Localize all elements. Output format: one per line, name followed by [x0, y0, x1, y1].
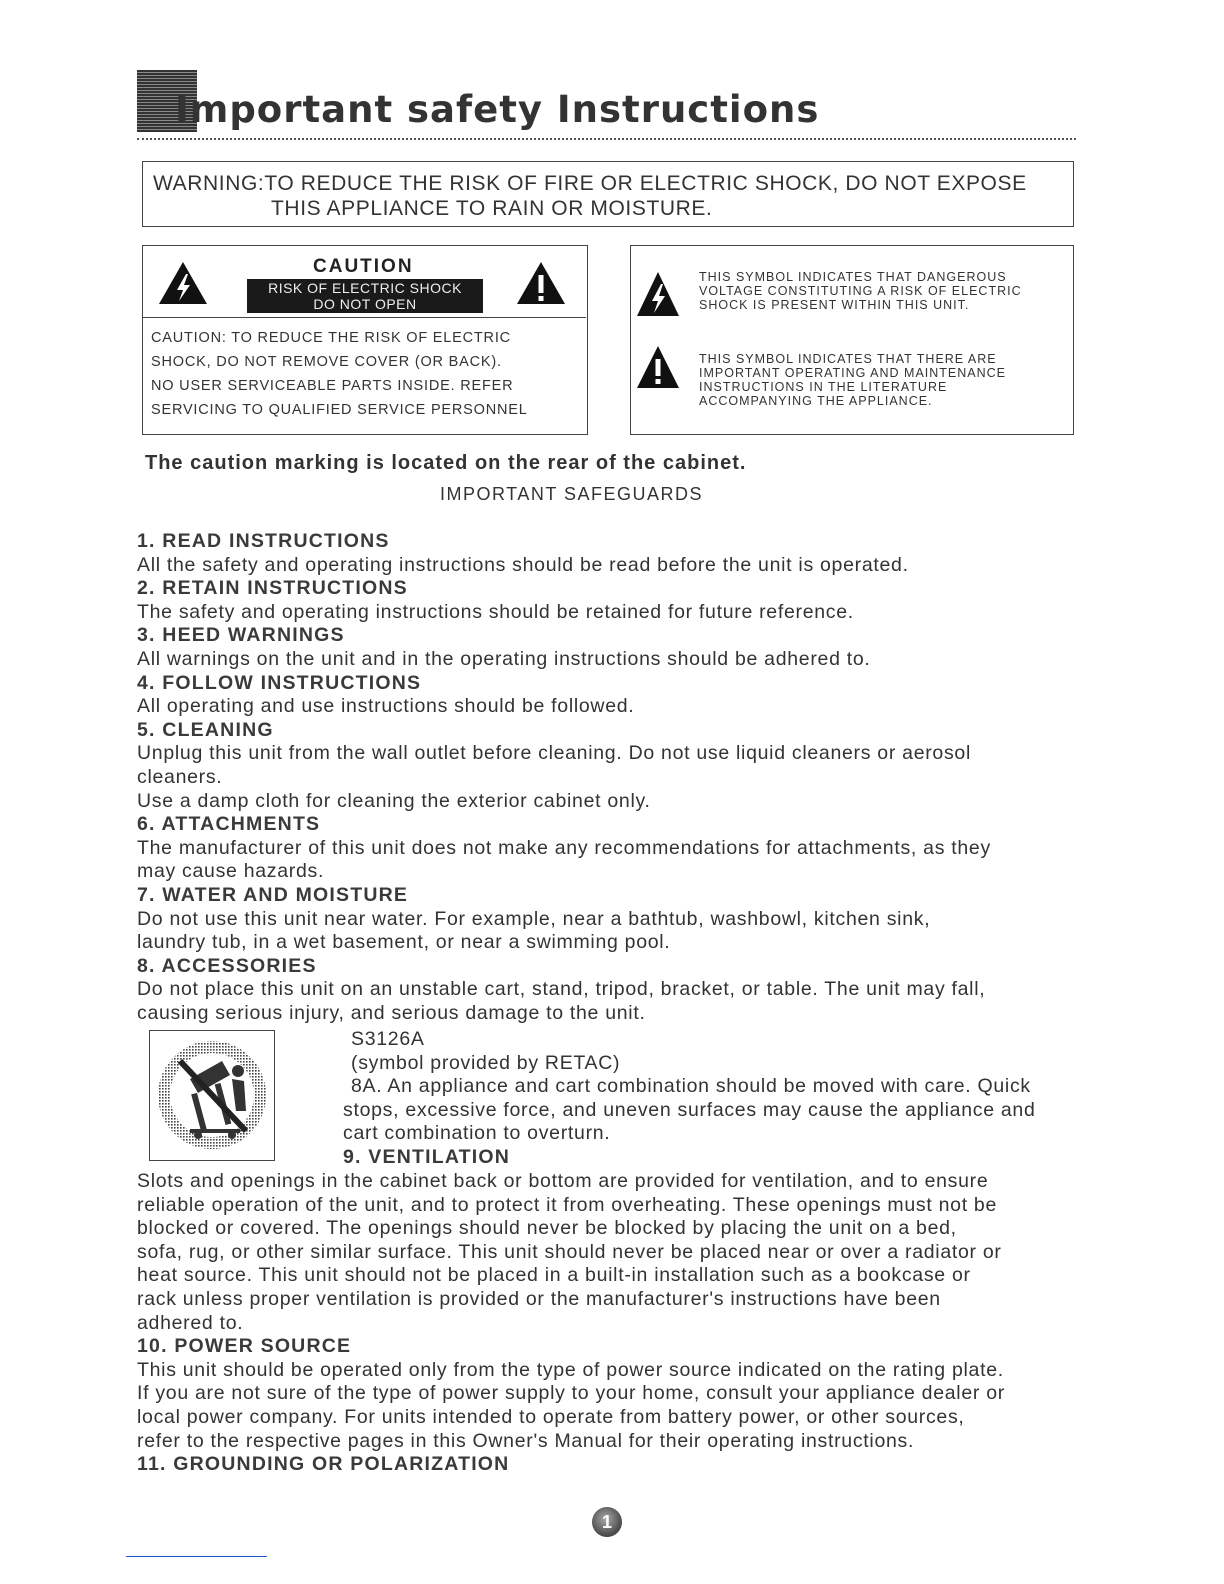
warning-line-1: WARNING:TO REDUCE THE RISK OF FIRE OR ELECTRIC SHOCK, DO NOT EXPOSE	[153, 172, 1027, 195]
exclamation-symbol-text	[699, 352, 1006, 408]
section-heading: 9. VENTILATION	[343, 1145, 511, 1168]
section-paragraph-line: laundry tub, in a wet basement, or near a swimming pool.	[137, 931, 671, 954]
section-paragraph-line: adhered to.	[137, 1311, 244, 1334]
caution-marking-note: The caution marking is located on the rear of the cabinet.	[145, 452, 747, 474]
caution-body-line: SHOCK, DO NOT REMOVE COVER (OR BACK).	[151, 354, 502, 370]
section-paragraph-line: All warnings on the unit and in the operating instructions should be adhered to.	[137, 647, 871, 670]
section-heading: 10. POWER SOURCE	[137, 1335, 352, 1358]
section-heading: 4. FOLLOW INSTRUCTIONS	[137, 671, 422, 694]
section-paragraph-line: S3126A	[351, 1028, 425, 1050]
section-paragraph-line: The manufacturer of this unit does not make any recommendations for attachments, as they	[137, 836, 991, 859]
section-paragraph-line: Do not use this unit near water. For example, near a bathtub, washbowl, kitchen sink,	[137, 907, 931, 930]
section-paragraph-line: Unplug this unit from the wall outlet before cleaning. Do not use liquid cleaners or aerosol	[137, 742, 972, 765]
exclamation-symbol-line: ACCOMPANYING THE APPLIANCE.	[699, 394, 933, 408]
section-paragraph-line: causing serious injury, and serious damage to the unit.	[137, 1001, 646, 1024]
exclamation-symbol-line: INSTRUCTIONS IN THE LITERATURE	[699, 380, 948, 394]
caution-box	[142, 245, 588, 435]
warning-line-2: THIS APPLIANCE TO RAIN OR MOISTURE.	[271, 197, 713, 220]
caution-title: CAUTION	[313, 256, 414, 277]
lightning-symbol-line: SHOCK IS PRESENT WITHIN THIS UNIT.	[699, 298, 970, 312]
cart-tip-over-icon	[150, 1031, 274, 1160]
section-paragraph-line: local power company. For units intended to operate from battery power, or other sources,	[137, 1405, 965, 1428]
caution-banner-line-2: DO NOT OPEN	[313, 296, 417, 312]
section-paragraph-line: heat source. This unit should not be placed in a built-in installation such as a bookcase or	[137, 1264, 971, 1287]
section-heading: 3. HEED WARNINGS	[137, 624, 345, 647]
safeguards-heading: IMPORTANT SAFEGUARDS	[440, 484, 704, 504]
section-paragraph-line: If you are not sure of the type of power supply to your home, consult your appliance dealer or	[137, 1382, 1005, 1405]
section-paragraph-line: cleaners.	[137, 765, 223, 788]
section-heading: 8. ACCESSORIES	[137, 954, 317, 977]
footer-rule	[126, 1556, 267, 1557]
warning-box	[142, 161, 1074, 227]
caution-header	[143, 246, 586, 318]
section-paragraph-line: refer to the respective pages in this Owner's Manual for their operating instructions.	[137, 1429, 915, 1452]
section-heading: 5. CLEANING	[137, 718, 274, 741]
safeguards-list-top	[137, 530, 991, 1025]
lightning-symbol-line: VOLTAGE CONSTITUTING A RISK OF ELECTRIC	[699, 284, 1022, 298]
exclamation-symbol-line: IMPORTANT OPERATING AND MAINTENANCE	[699, 366, 1007, 380]
exclamation-warning-icon	[635, 344, 681, 390]
section-paragraph-line: All operating and use instructions should be followed.	[137, 695, 635, 718]
safeguards-list-bottom	[137, 1170, 1005, 1477]
title-divider	[137, 138, 1076, 140]
section-paragraph-line: Use a damp cloth for cleaning the exterior cabinet only.	[137, 789, 651, 812]
section-paragraph-line: This unit should be operated only from the type of power source indicated on the rating plate.	[137, 1358, 1004, 1381]
lightning-symbol-text	[699, 270, 1022, 312]
section-paragraph-line: stops, excessive force, and uneven surfaces may cause the appliance and	[343, 1098, 1036, 1121]
section-paragraph-line: Slots and openings in the cabinet back or bottom are provided for ventilation, and to ensure	[137, 1170, 989, 1192]
caution-body-line: SERVICING TO QUALIFIED SERVICE PERSONNEL	[151, 402, 528, 418]
cart-section-text	[343, 1028, 1036, 1170]
section-paragraph-line: (symbol provided by RETAC)	[351, 1051, 621, 1074]
section-paragraph-line: blocked or covered. The openings should never be blocked by placing the unit on a bed,	[137, 1217, 957, 1240]
lightning-warning-icon	[157, 260, 209, 306]
section-paragraph-line: 8A. An appliance and cart combination should be moved with care. Quick	[351, 1075, 1031, 1098]
section-heading: 6. ATTACHMENTS	[137, 813, 321, 836]
lightning-warning-icon	[635, 270, 681, 318]
caution-banner	[247, 279, 483, 313]
section-paragraph-line: Do not place this unit on an unstable cart, stand, tripod, bracket, or table. The unit may fall,	[137, 978, 986, 1001]
lightning-symbol-line: THIS SYMBOL INDICATES THAT DANGEROUS	[699, 270, 1007, 284]
section-paragraph-line: The safety and operating instructions should be retained for future reference.	[137, 600, 854, 623]
section-paragraph-line: reliable operation of the unit, and to protect it from overheating. These openings must not be	[137, 1193, 998, 1216]
caution-body-line: NO USER SERVICEABLE PARTS INSIDE. REFER	[151, 378, 514, 394]
section-paragraph-line: cart combination to overturn.	[343, 1122, 611, 1145]
section-heading: 2. RETAIN INSTRUCTIONS	[137, 577, 408, 600]
section-paragraph-line: rack unless proper ventilation is provided or the manufacturer's instructions have been	[137, 1287, 941, 1310]
section-heading: 1. READ INSTRUCTIONS	[137, 530, 390, 552]
exclamation-warning-icon	[515, 260, 567, 306]
section-heading: 11. GROUNDING OR POLARIZATION	[137, 1453, 510, 1476]
page-number: 1	[592, 1507, 622, 1537]
section-paragraph-line: may cause hazards.	[137, 860, 325, 883]
section-paragraph-line: sofa, rug, or other similar surface. This unit should never be placed near or over a radiator or	[137, 1240, 1002, 1263]
cart-warning-frame	[149, 1030, 275, 1161]
caution-banner-line-1: RISK OF ELECTRIC SHOCK	[268, 280, 462, 296]
section-heading: 7. WATER AND MOISTURE	[137, 883, 409, 906]
section-paragraph-line: All the safety and operating instructions should be read before the unit is operated.	[137, 553, 909, 576]
exclamation-symbol-line: THIS SYMBOL INDICATES THAT THERE ARE	[699, 352, 997, 366]
caution-body-line: CAUTION: TO REDUCE THE RISK OF ELECTRIC	[151, 330, 511, 346]
symbol-explanation-box	[630, 245, 1074, 435]
page-title: Important safety Instructions	[175, 88, 820, 131]
caution-body	[151, 326, 528, 422]
